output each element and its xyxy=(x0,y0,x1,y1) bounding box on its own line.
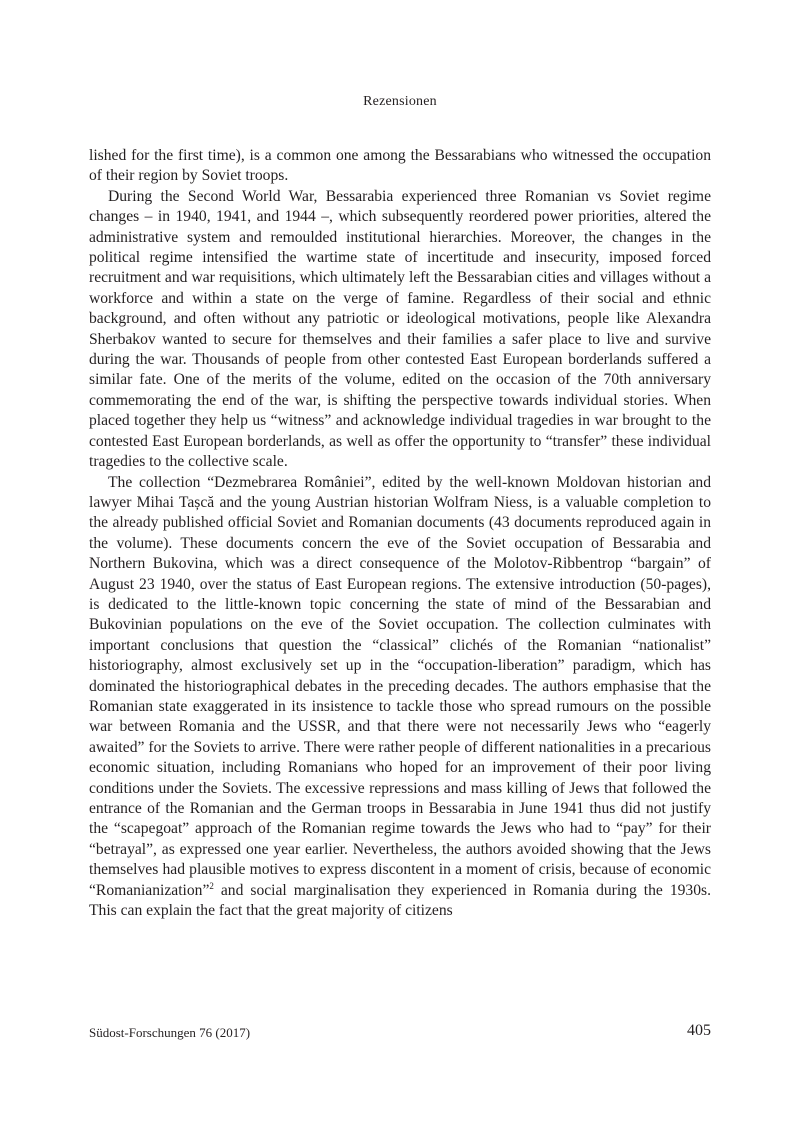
paragraph-collection xyxy=(89,473,711,922)
paragraph-regime-changes: During the Second World War, Bessarabia experienced three Romanian vs Soviet regime changes – in 1940, 1941, and 1944 –, which subsequently reordered power priorities, altered the administrative system and remoulded institutional hierarchies. Moreover, the changes in the political regime intensified the wartime state of incertitude and insecurity, imposed forced recruitment and war requisitions, which ultimately left the Bessarabian cities and villages without a workforce and within a state on the verge of famine. Regardless of their social and ethnic background, and often without any patriotic or ideological motivations, people like Alexandra Sherbakov wanted to secure for themselves and their families a safer place to live and survive during the war. Thousands of people from other contested East European borderlands suffered a similar fate. One of the merits of the volume, edited on the occasion of the 70th anniversary commemorating the end of the war, is shifting the perspective towards individual stories. When placed together they help us “witness” and acknowledge individual tragedies in war brought to the contested East European borderlands, as well as offer the opportunity to “transfer” these individual tragedies to the collective scale. xyxy=(89,187,711,471)
paragraph-collection-text-end: and social marginalisation they experienced in Romania during the 1930s. This can explain the fact that the great majority of citizens xyxy=(89,881,711,920)
footnote-reference[interactable]: 2 xyxy=(209,880,214,891)
paragraph-collection-text: The collection “Dezmebrarea României”, edited by the well-known Moldovan historian and lawyer Mihai Tașcă and the young Austrian historian Wolfram Niess, is a valuable completion to the already published official Soviet and Romanian documents (43 documents reproduced again in the volume). These documents concern the eve of the Soviet occupation of Bessarabia and Northern Bukovina, which was a direct consequence of the Molotov-Ribbentrop “bargain” of August 23 1940, over the status of East European regions. The extensive introduction (50-pages), is dedicated to the little-known topic concerning the state of mind of the Bessarabian and Bukovinian populations on the eve of the Soviet occupation. The collection culminates with important conclusions that question the “classical” clichés of the Romanian “nationalist” historiography, almost exclusively set up in the “occupation-liberation” paradigm, which has dominated the historiographical debates in the preceding decades. The authors emphasise that the Romanian state exaggerated in its insistence to tackle those who spread rumours on the possible war between Romania and the USSR, and that there were not necessarily Jews who “eagerly awaited” for the Soviets to arrive. There were rather people of different nationalities in a precarious economic situation, including Romanians who hoped for an improvement of their poor living conditions under the Soviets. The excessive repressions and mass killing of Jews that followed the entrance of the Romanian and the German troops in Bessarabia in June 1941 thus did not justify the “scapegoat” approach of the Romanian regime towards the Jews who had to “pay” for their “betrayal”, as expressed one year earlier. Nevertheless, the authors avoided showing that the Jews themselves had plausible motives to express discontent in a moment of crisis, because of economic “Romanianization” xyxy=(89,473,711,899)
review-body xyxy=(89,146,711,921)
running-head: Rezensionen xyxy=(363,94,437,109)
journal-citation: Südost-Forschungen 76 (2017) xyxy=(89,1025,251,1040)
paragraph-continuation: lished for the first time), is a common one among the Bessarabians who witnessed the occupation of their region by Soviet troops. xyxy=(89,147,711,185)
page-number: 405 xyxy=(687,1022,711,1039)
